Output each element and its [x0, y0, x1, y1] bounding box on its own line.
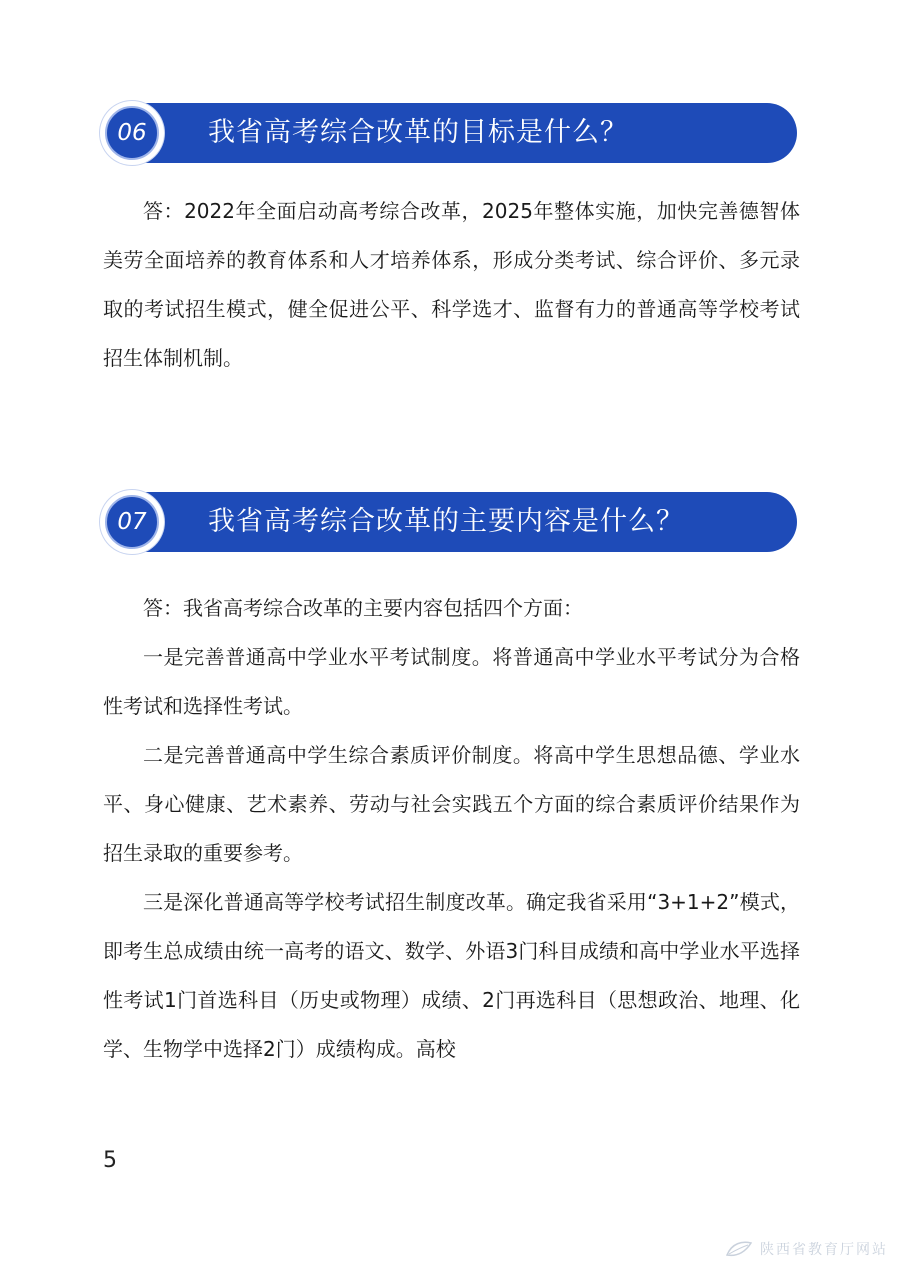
section-07-title: 我省高考综合改革的主要内容是什么？: [208, 506, 684, 537]
section-06-banner: [130, 103, 797, 163]
watermark-text: 陕西省教育厅网站: [760, 1242, 888, 1258]
section-07-badge: [100, 490, 164, 554]
section-07-answer: [103, 584, 800, 1074]
section-07-banner: [130, 492, 797, 552]
section-07-paragraph: 一是完善普通高中学业水平考试制度。将普通高中学业水平考试分为合格性考试和选择性考试。: [103, 645, 800, 718]
section-07-paragraph: 二是完善普通高中学生综合素质评价制度。将高中学生思想品德、学业水平、身心健康、艺术素养、劳动与社会实践五个方面的综合素质评价结果作为招生录取的重要参考。: [103, 743, 800, 865]
section-07-number: 07: [105, 495, 159, 549]
section-07-paragraph: 三是深化普通高等学校考试招生制度改革。确定我省采用“3+1+2”模式，即考生总成绩由统一高考的语文、数学、外语3门科目成绩和高中学业水平选择性考试1门首选科目（历史或物理）成绩、2门再选科目（思想政治、地理、化学、生物学中选择2门）成绩构成。高校: [103, 890, 800, 1061]
page-number: 5: [103, 1148, 117, 1173]
section-06-header: [100, 103, 797, 163]
section-06-number: 06: [105, 106, 159, 160]
section-06-answer: [103, 187, 800, 383]
section-06-paragraph: 答：2022年全面启动高考综合改革，2025年整体实施，加快完善德智体美劳全面培养的教育体系和人才培养体系，形成分类考试、综合评价、多元录取的考试招生模式，健全促进公平、科学选才、监督有力的普通高等学校考试招生体制机制。: [103, 199, 800, 370]
section-06-badge: [100, 101, 164, 165]
watermark: [724, 1239, 888, 1259]
section-07-paragraph: 答：我省高考综合改革的主要内容包括四个方面：: [143, 596, 583, 620]
leaf-logo-icon: [724, 1239, 754, 1259]
section-07-header: [100, 492, 797, 552]
section-06-title: 我省高考综合改革的目标是什么？: [208, 117, 628, 148]
